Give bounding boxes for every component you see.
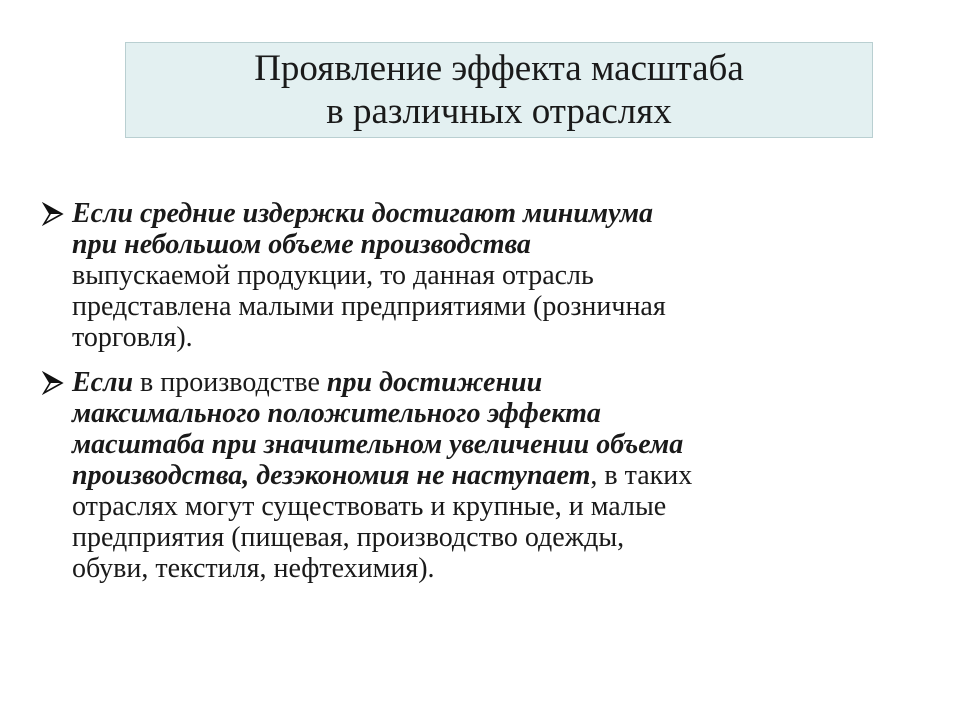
slide-title-line-1: Проявление эффекта масштаба <box>254 48 744 89</box>
body-text: выпускаемой продукции, то данная отрасль <box>72 260 594 291</box>
emphasized-text: максимального положительного эффекта <box>72 398 601 429</box>
emphasized-text: при достижении <box>326 367 543 398</box>
bullet-line <box>72 229 922 260</box>
bullet-line <box>72 367 922 398</box>
bullet-line <box>72 322 922 353</box>
bullet-line <box>72 553 922 584</box>
arrowhead-bullet-icon <box>42 202 64 226</box>
body-text: предприятия (пищевая, производство одежды, <box>72 522 625 553</box>
emphasized-text: производства, дезэкономия не наступает <box>72 460 591 491</box>
bullet-line <box>72 460 922 491</box>
bullet-line <box>72 398 922 429</box>
bullet-line <box>72 260 922 291</box>
emphasized-text: Если <box>72 367 134 398</box>
emphasized-text: при небольшом объеме производства <box>72 229 531 260</box>
body-text: торговля). <box>72 322 193 353</box>
body-text: отраслях могут существовать и крупные, и малые <box>72 491 667 522</box>
emphasized-text: масштаба при значительном увеличении объема <box>72 429 684 460</box>
body-text: обуви, текстиля, нефтехимия). <box>72 553 435 584</box>
bullet-item <box>42 198 922 353</box>
bullet-line <box>72 491 922 522</box>
bullet-line <box>72 522 922 553</box>
bullet-list <box>42 198 922 584</box>
arrowhead-bullet-icon <box>42 371 64 395</box>
bullet-line <box>72 429 922 460</box>
body-text: в производстве <box>133 367 327 398</box>
bullet-line <box>72 291 922 322</box>
title-box <box>125 42 873 138</box>
emphasized-text: Если средние издержки достигают минимума <box>72 198 653 229</box>
body-text: представлена малыми предприятиями (розничная <box>72 291 666 322</box>
bullet-item <box>42 367 922 584</box>
body-text: , в таких <box>590 460 693 491</box>
bullet-line <box>72 198 922 229</box>
slide-title-line-2: в различных отраслях <box>326 91 672 132</box>
